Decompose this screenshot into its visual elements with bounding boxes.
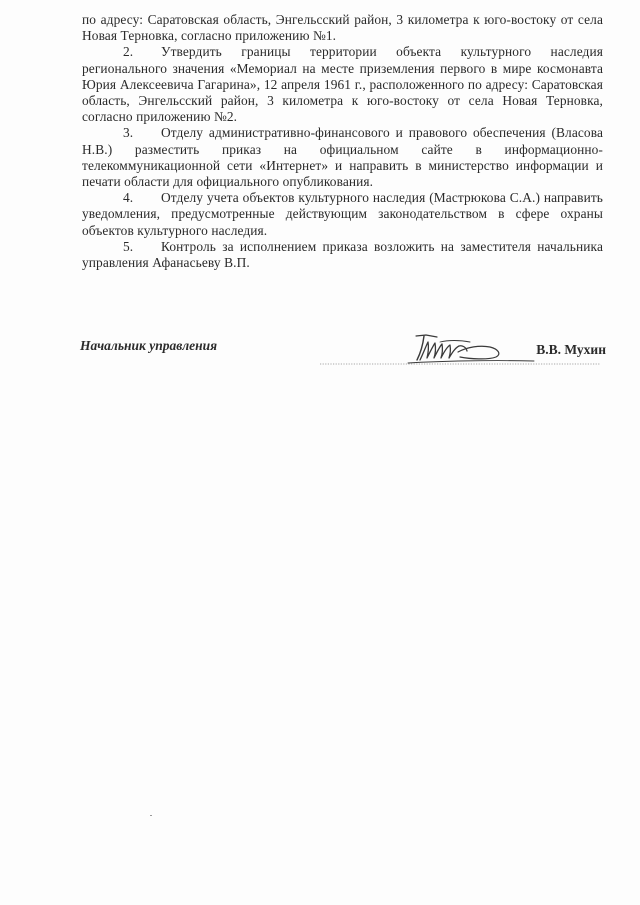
signatory-title: Начальник управления [80, 338, 218, 353]
paragraph-4 [82, 190, 603, 239]
scan-speck [150, 815, 152, 816]
paragraph-text: по адресу: Саратовская область, Энгельсский район, 3 километра к юго-востоку от села Новая Терновка, согласно приложению №1. [82, 12, 603, 44]
paragraph-2 [82, 44, 603, 125]
paragraph-number: 3. [123, 125, 134, 141]
signatory-name: В.В. Мухин [536, 342, 606, 357]
paragraph-number: 2. [123, 44, 134, 60]
paragraph-3 [82, 125, 603, 190]
paragraph-text: Контроль за исполнением приказа возложить на заместителя начальника управления Афанасьеву В.П. [82, 238, 603, 271]
paragraph-text: Отделу административно-финансового и правового обеспечения (Власова Н.В.) разместить приказ на официальном сайте в информационно-телекоммуникационной сети «Интернет» и направить в министерство информации и печати области для официального опубликования. [82, 125, 603, 190]
paragraph-5 [82, 239, 603, 271]
document-body [82, 12, 603, 271]
paragraph-1-continuation [82, 12, 603, 44]
signature-block [80, 330, 610, 380]
paragraph-number: 5. [123, 238, 134, 254]
paragraph-text: Отделу учета объектов культурного наследия (Мастрюкова С.А.) направить уведомления, предусмотренные действующим законодательством в сфере охраны объектов культурного наследия. [82, 190, 603, 238]
paragraph-text: Утвердить границы территории объекта культурного наследия регионального значения «Мемориал на месте приземления первого в мире космонавта Юрия Алексеевича Гагарина», 12 апреля 1961 г., расположенного по адресу: Саратовская область, Энгельсский район, 3 километра к юго-востоку от села Новая Терновка, согласно приложению №2. [82, 44, 603, 125]
paragraph-number: 4. [123, 190, 134, 206]
